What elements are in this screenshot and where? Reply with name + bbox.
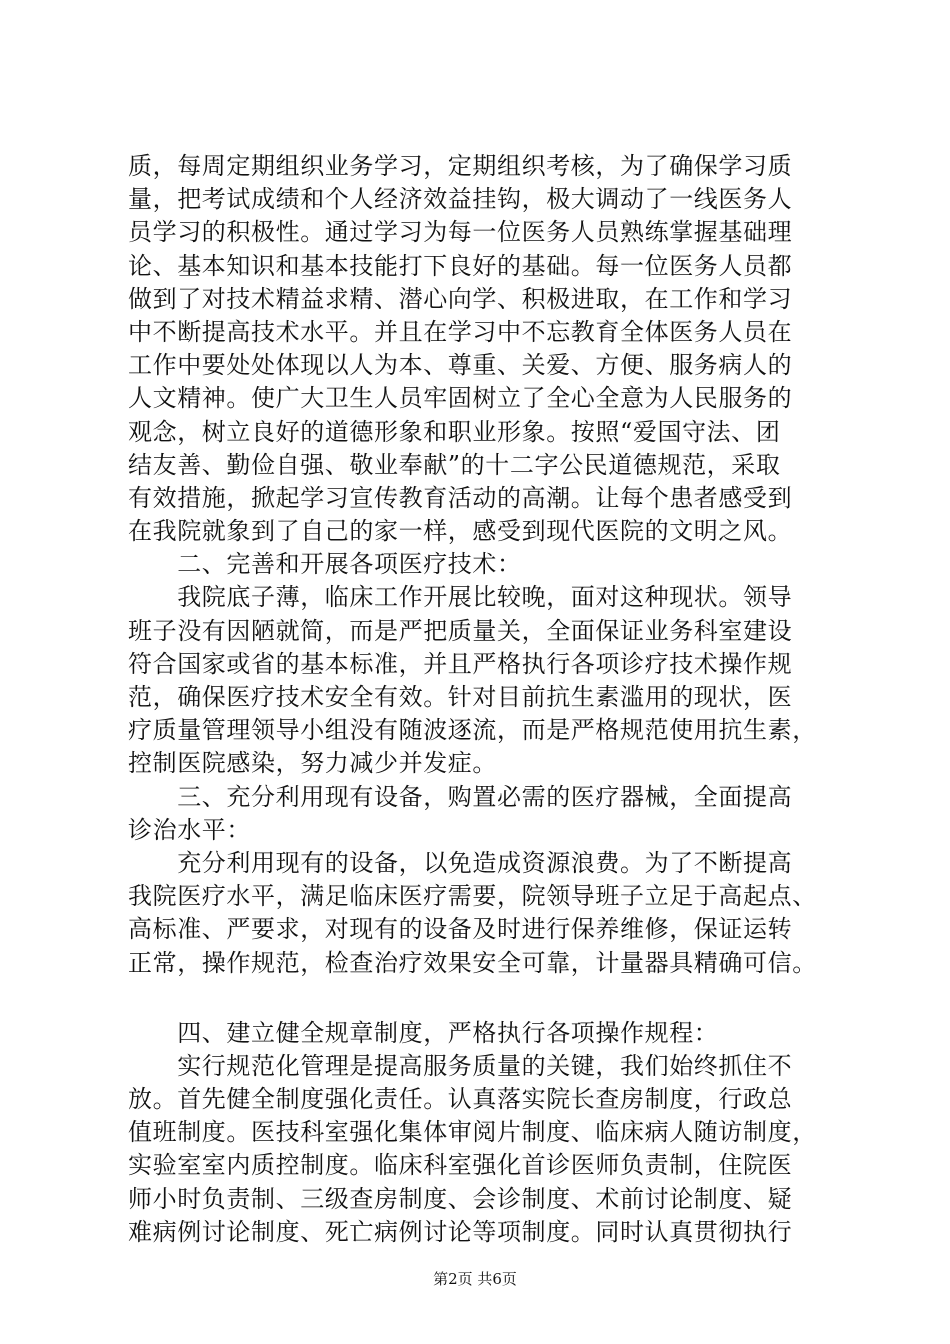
text-line: 值班制度。医技科室强化集体审阅片制度、临床病人随访制度， [128, 1118, 817, 1147]
text-line: 工作中要处处体现以人为本、尊重、关爱、方便、服务病人的 [128, 351, 793, 380]
text-line: 范，确保医疗技术安全有效。针对目前抗生素滥用的现状，医 [128, 683, 793, 711]
text-line: 实验室室内质控制度。临床科室强化首诊医师负责制，住院医 [128, 1151, 793, 1180]
text-line: 我院底子薄，临床工作开展比较晚，面对这种现状。领导 [128, 583, 793, 612]
text-line: 员学习的积极性。通过学习为每一位医务人员熟练掌握基础理 [128, 218, 793, 247]
section-heading: 诊治水平： [128, 815, 251, 844]
text-line: 做到了对技术精益求精、潜心向学、积极进取，在工作和学习 [128, 284, 793, 313]
text-line: 高标准、严要求，对现有的设备及时进行保养维修，保证运转 [128, 915, 793, 944]
text-line: 在我院就象到了自己的家一样，感受到现代医院的文明之风。 [128, 517, 793, 546]
text-line: 论、基本知识和基本技能打下良好的基础。每一位医务人员都 [128, 251, 793, 280]
text-line: 中不断提高技术水平。并且在学习中不忘教育全体医务人员在 [128, 317, 793, 346]
text-line: 充分利用现有的设备，以免造成资源浪费。为了不断提高 [128, 848, 793, 877]
text-line: 质，每周定期组织业务学习，定期组织考核，为了确保学习质 [128, 152, 793, 180]
text-line: 我院医疗水平，满足临床医疗需要，院领导班子立足于高起点、 [128, 882, 817, 911]
text-line: 符合国家或省的基本标准，并且严格执行各项诊疗技术操作规 [128, 649, 793, 678]
section-heading: 四、建立健全规章制度，严格执行各项操作规程： [128, 1018, 719, 1047]
text-line: 难病例讨论制度、死亡病例讨论等项制度。同时认真贯彻执行 [128, 1217, 793, 1246]
text-line: 量，把考试成绩和个人经济效益挂钩，极大调动了一线医务人 [128, 185, 793, 214]
text-line: 正常，操作规范，检查治疗效果安全可靠，计量器具精确可信。 [128, 948, 817, 977]
text-line: 控制医院感染，努力减少并发症。 [128, 749, 497, 778]
text-line: 班子没有因陋就简，而是严把质量关，全面保证业务科室建设 [128, 616, 793, 645]
text-line: 结友善、勤俭自强、敬业奉献”的十二字公民道德规范，采取 [128, 450, 781, 479]
text-line: 师小时负责制、三级查房制度、会诊制度、术前讨论制度、疑 [128, 1184, 793, 1213]
document-body [128, 150, 828, 1249]
text-line: 人文精神。使广大卫生人员牢固树立了全心全意为人民服务的 [128, 384, 793, 413]
text-line: 有效措施，掀起学习宣传教育活动的高潮。让每个患者感受到 [128, 483, 793, 512]
page-number: 第2页 共6页 [433, 1270, 517, 1288]
section-heading: 三、充分利用现有设备，购置必需的医疗器械，全面提高 [128, 782, 793, 811]
text-line: 观念，树立良好的道德形象和职业形象。按照“爱国守法、团 [128, 417, 781, 446]
section-heading: 二、完善和开展各项医疗技术： [128, 550, 522, 579]
text-line: 放。首先健全制度强化责任。认真落实院长查房制度，行政总 [128, 1085, 793, 1114]
text-line: 实行规范化管理是提高服务质量的关键，我们始终抓住不 [128, 1051, 793, 1080]
paragraph-gap [128, 980, 828, 1017]
text-line: 疗质量管理领导小组没有随波逐流，而是严格规范使用抗生素， [128, 716, 817, 745]
